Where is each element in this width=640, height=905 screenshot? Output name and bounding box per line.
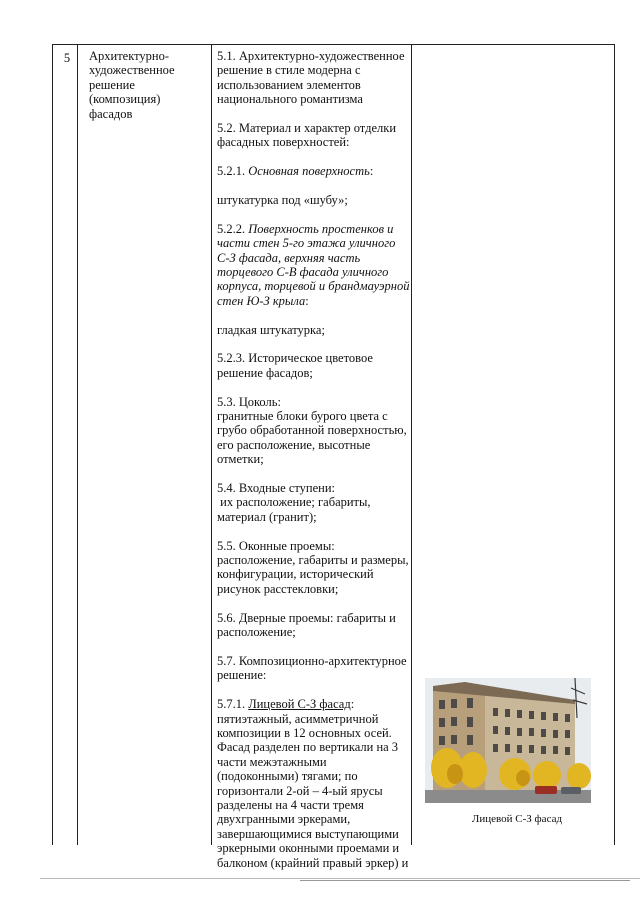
text-line: 5.3. Цоколь: bbox=[217, 394, 281, 409]
photo-caption: Лицевой С-З фасад bbox=[471, 813, 563, 825]
text-line: материал (гранит); bbox=[217, 509, 317, 524]
paragraph-5-5 bbox=[217, 539, 417, 597]
text-line: 5.6. Дверные проемы: габариты и bbox=[217, 610, 396, 625]
text-line: 5.2. Материал и характер отделки bbox=[217, 121, 397, 136]
text-line: гладкая штукатурка; bbox=[217, 322, 325, 337]
paragraph-5-2-2 bbox=[217, 222, 417, 308]
title-line: фасадов bbox=[89, 106, 133, 121]
text-line: пятиэтажный, асимметричной bbox=[217, 711, 379, 726]
text-line: отметки; bbox=[217, 452, 264, 467]
text-line: завершающимися выступающими bbox=[217, 826, 399, 841]
text-line: расположение; bbox=[217, 625, 296, 640]
scan-edge-line bbox=[300, 880, 630, 881]
text-line: штукатурка под «шубу»; bbox=[217, 193, 348, 208]
text-line: разделены на 4 части тремя bbox=[217, 797, 364, 812]
italic-text: торцевого С-В фасада уличного bbox=[217, 265, 389, 280]
row-title bbox=[89, 49, 204, 121]
paragraph-5-4 bbox=[217, 481, 417, 524]
paragraph-5-6 bbox=[217, 611, 417, 640]
scan-edge-line bbox=[40, 878, 640, 879]
text-line: решение в стиле модерна с bbox=[217, 63, 361, 78]
paragraph-5-7-1 bbox=[217, 697, 417, 870]
paragraph-5-2-1-value bbox=[217, 193, 417, 207]
text-line: 5.4. Входные ступени: bbox=[217, 481, 336, 496]
text-line: решение фасадов; bbox=[217, 365, 313, 380]
paragraph-5-2-1 bbox=[217, 164, 417, 178]
document-table bbox=[52, 44, 615, 870]
paragraph-5-2 bbox=[217, 121, 417, 150]
text-line: 5.5. Оконные проемы: bbox=[217, 538, 335, 553]
text-line: фасадных поверхностей: bbox=[217, 135, 350, 150]
facade-photo bbox=[425, 678, 591, 803]
text-line: 5.1. Архитектурно-художественное bbox=[217, 49, 405, 63]
italic-text: Основная поверхность bbox=[248, 164, 370, 179]
text-line: его расположение, высотные bbox=[217, 437, 371, 452]
text-line: национального романтизма bbox=[217, 92, 363, 107]
text-line: двухгранными эркерами, bbox=[217, 812, 351, 827]
text-line: композиции в 12 основных осей. bbox=[217, 725, 392, 740]
text-span: : bbox=[369, 164, 374, 179]
title-line: (композиция) bbox=[89, 92, 161, 107]
title-line: Архитектурно- bbox=[89, 49, 170, 63]
text-line: (подоконными) тягами; по bbox=[217, 769, 358, 784]
text-span: : bbox=[305, 293, 309, 308]
text-line: 5.2.3. Историческое цветовое bbox=[217, 351, 373, 366]
text-span: 5.2.2. bbox=[217, 221, 249, 236]
italic-text: стен Ю-З крыла bbox=[217, 293, 306, 308]
text-line: эркерными оконными проемами и bbox=[217, 841, 400, 856]
text-line: балконом (крайний правый эркер) и bbox=[217, 855, 409, 870]
text-span: 5.2.1. bbox=[217, 164, 249, 179]
text-span: 5.7.1. bbox=[217, 697, 249, 712]
text-line: использованием элементов bbox=[217, 77, 361, 92]
underlined-text: Лицевой С-З фасад bbox=[248, 697, 351, 712]
text-line: рисунок расстекловки; bbox=[217, 581, 339, 596]
requirements-text bbox=[217, 49, 417, 870]
italic-text: корпуса, торцевой и брандмауэрной bbox=[217, 279, 410, 294]
text-line: их расположение; габариты, bbox=[217, 495, 371, 510]
text-line: конфигурации, исторический bbox=[217, 567, 374, 582]
text-line: горизонтали 2-ой – 4-ый ярусы bbox=[217, 783, 383, 798]
paragraph-5-2-2-value bbox=[217, 323, 417, 337]
column-divider bbox=[211, 45, 212, 845]
text-line: расположение, габариты и размеры, bbox=[217, 553, 409, 568]
text-line: решение: bbox=[217, 668, 267, 683]
facade-photo-block bbox=[423, 678, 611, 825]
text-line: части межэтажными bbox=[217, 754, 327, 769]
text-line: грубо обработанной поверхностью, bbox=[217, 423, 407, 438]
text-span: : bbox=[350, 697, 355, 712]
text-line: гранитные блоки бурого цвета с bbox=[217, 409, 388, 424]
italic-text: части стен 5-го этажа уличного bbox=[217, 236, 396, 251]
paragraph-5-7 bbox=[217, 654, 417, 683]
row-number: 5 bbox=[63, 51, 71, 65]
title-line: решение bbox=[89, 77, 135, 92]
text-line: 5.7. Композиционно-архитектурное bbox=[217, 653, 407, 668]
italic-text: Поверхность простенков и bbox=[248, 221, 394, 236]
title-line: художественное bbox=[89, 63, 175, 78]
paragraph-5-3 bbox=[217, 395, 417, 467]
italic-text: С-З фасада, верхняя часть bbox=[217, 250, 361, 265]
paragraph-5-2-3 bbox=[217, 351, 417, 380]
column-divider bbox=[77, 45, 78, 845]
paragraph-5-1 bbox=[217, 49, 417, 107]
text-line: Фасад разделен по вертикали на 3 bbox=[217, 740, 399, 755]
